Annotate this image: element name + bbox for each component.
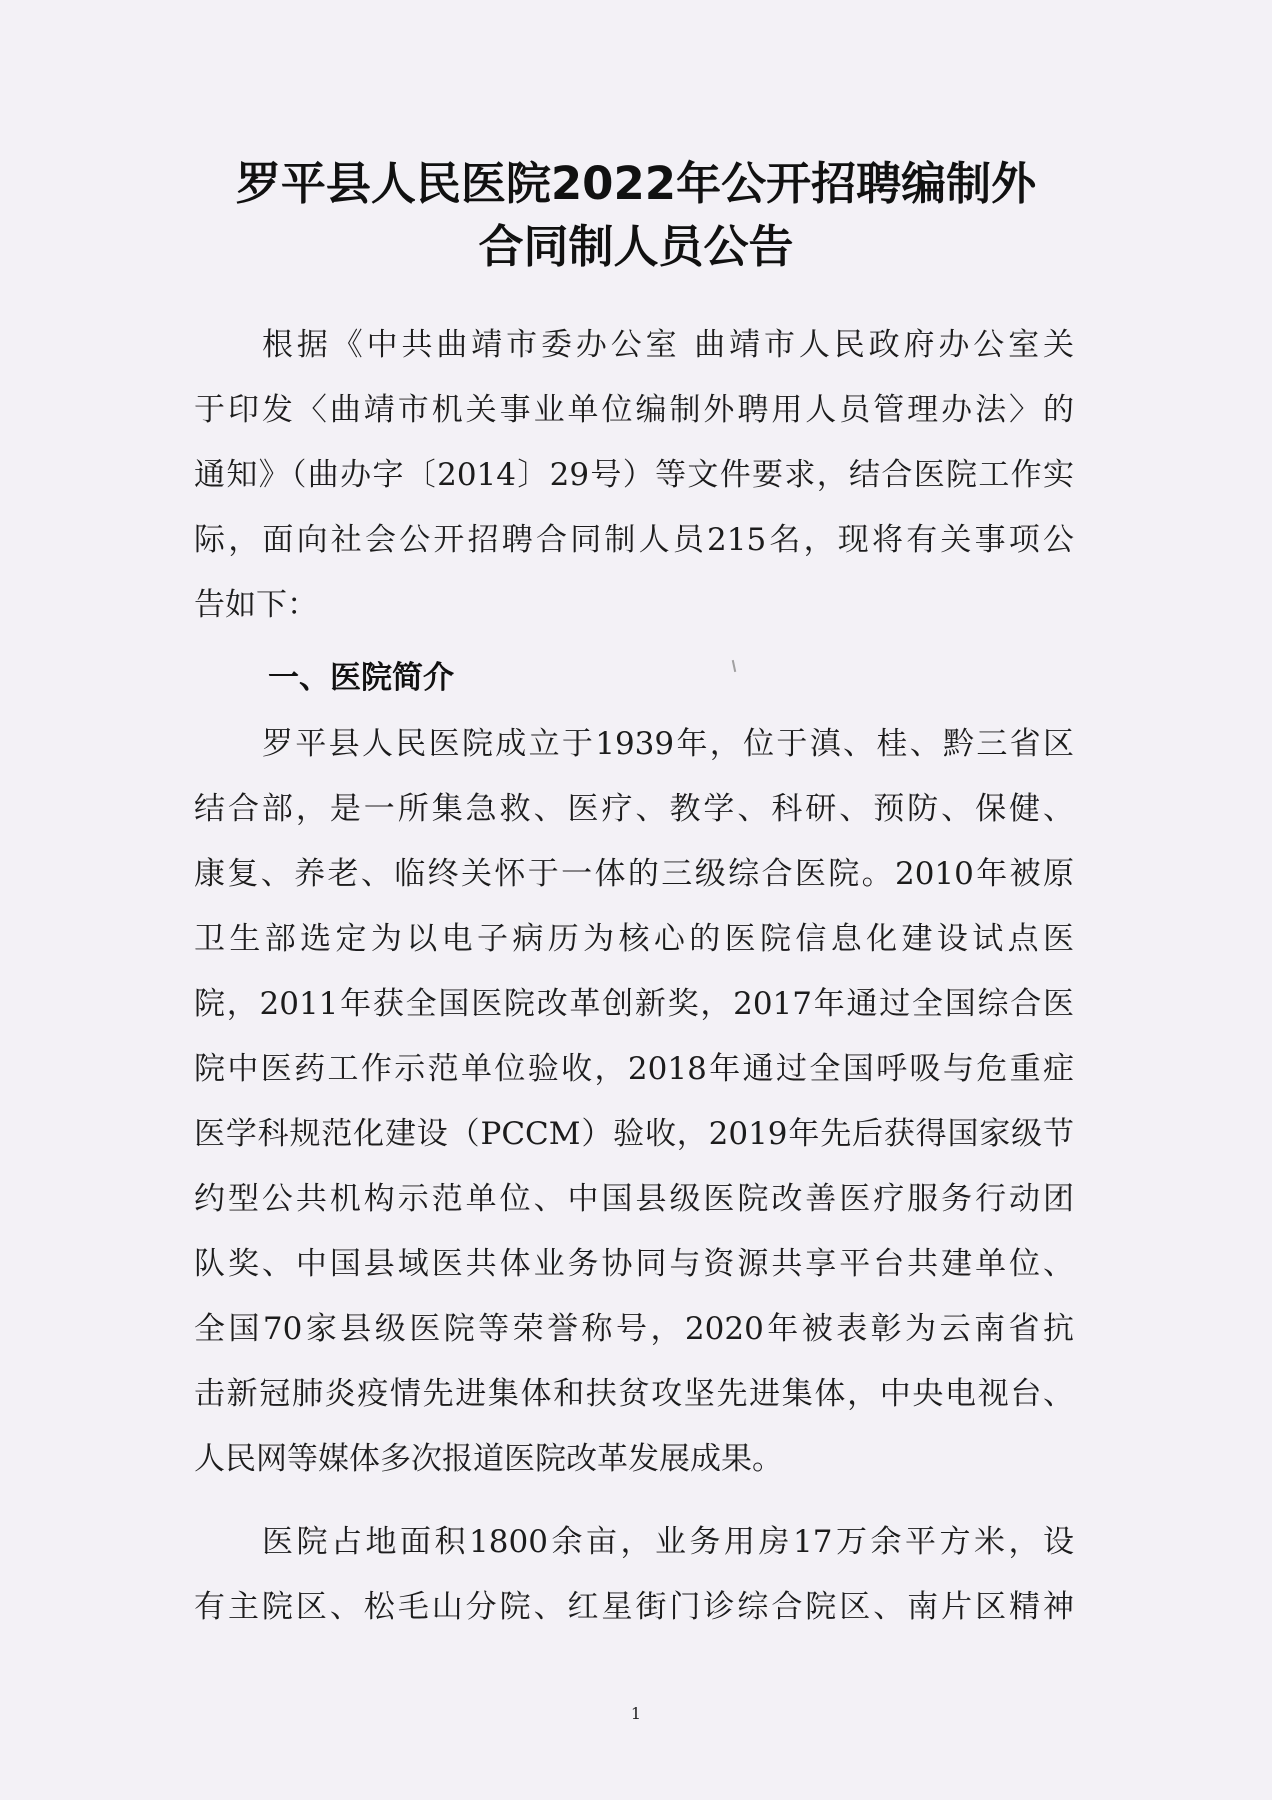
paragraph-line: 院，2011年获全国医院改革创新奖，2017年通过全国综合医 — [194, 986, 1074, 1022]
intro-line: 际，面向社会公开招聘合同制人员215名，现将有关事项公 — [194, 522, 1074, 558]
document-title-line-2: 合同制人员公告 — [478, 220, 794, 273]
paragraph-line: 卫生部选定为以电子病历为核心的医院信息化建设试点医 — [194, 921, 1074, 957]
document-title-line-1: 罗平县人民医院2022年公开招聘编制外 — [235, 157, 1037, 210]
paragraph-line: 击新冠肺炎疫情先进集体和扶贫攻坚先进集体，中央电视台、 — [194, 1376, 1074, 1412]
paragraph-line: 医学科规范化建设（PCCM）验收，2019年先后获得国家级节 — [194, 1116, 1074, 1152]
paragraph-line: 结合部，是一所集急救、医疗、教学、科研、预防、保健、 — [194, 791, 1074, 827]
intro-line: 根据《中共曲靖市委办公室 曲靖市人民政府办公室关 — [262, 327, 1074, 363]
paragraph-line: 医院占地面积1800余亩，业务用房17万余平方米，设 — [262, 1524, 1074, 1560]
paragraph-line: 人民网等媒体多次报道医院改革发展成果。 — [194, 1441, 783, 1477]
intro-line: 于印发〈曲靖市机关事业单位编制外聘用人员管理办法〉的 — [194, 392, 1074, 428]
paragraph-line: 有主院区、松毛山分院、红星街门诊综合院区、南片区精神 — [194, 1589, 1074, 1625]
paragraph-line: 罗平县人民医院成立于1939年，位于滇、桂、黔三省区 — [262, 726, 1074, 762]
paragraph-line: 队奖、中国县域医共体业务协同与资源共享平台共建单位、 — [194, 1246, 1074, 1282]
section-heading: 一、医院简介 — [268, 660, 454, 696]
intro-line: 告如下： — [194, 587, 318, 623]
paragraph-line: 院中医药工作示范单位验收，2018年通过全国呼吸与危重症 — [194, 1051, 1074, 1087]
paragraph-line: 康复、养老、临终关怀于一体的三级综合医院。2010年被原 — [194, 856, 1074, 892]
paragraph-line: 约型公共机构示范单位、中国县级医院改善医疗服务行动团 — [194, 1181, 1074, 1217]
intro-line: 通知》（曲办字〔2014〕29号）等文件要求，结合医院工作实 — [194, 457, 1074, 493]
paragraph-line: 全国70家县级医院等荣誉称号，2020年被表彰为云南省抗 — [194, 1311, 1074, 1347]
scan-speck — [732, 660, 736, 672]
page-number: 1 — [630, 1704, 642, 1723]
